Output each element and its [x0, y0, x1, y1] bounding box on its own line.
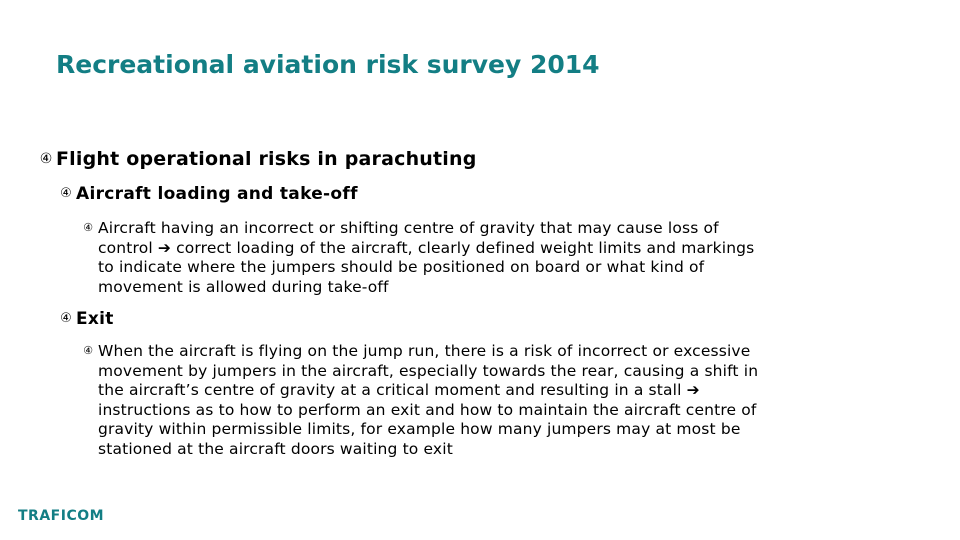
section-heading: Flight operational risks in parachuting: [56, 148, 477, 170]
arrow-right-icon: ➔: [686, 381, 700, 400]
detail-risk-text: Aircraft having an incorrect or shifting centre of gravity that may cause loss of control: [98, 219, 719, 257]
subsection-bullet-loading: [56, 184, 358, 204]
detail-bullet-loading: [78, 219, 768, 297]
detail-bullet-exit: [78, 342, 768, 460]
subsection-heading: Exit: [76, 309, 114, 329]
bullet-icon: ④: [83, 221, 93, 234]
detail-text: [98, 219, 768, 297]
bullet-icon: ④: [39, 151, 53, 167]
bullet-icon: ④: [60, 311, 72, 326]
detail-text: [98, 342, 768, 460]
subsection-bullet-exit: [56, 309, 114, 329]
detail-mitigation-text: instructions as to how to perform an exit and how to maintain the aircraft centre of gravity within permissible limits, for example how many jumpers may at most be stationed at the aircraft doors waiting to exit: [98, 400, 757, 458]
bullet-icon: ④: [83, 344, 93, 357]
detail-risk-text: When the aircraft is flying on the jump run, there is a risk of incorrect or excessive movement by jumpers in the aircraft, especially towards the rear, causing a shift in the aircraft’s centre of gravity at a critical moment and resulting in a stall: [98, 342, 759, 400]
slide-title: Recreational aviation risk survey 2014: [56, 50, 600, 79]
detail-mitigation-text: correct loading of the aircraft, clearly defined weight limits and markings to indicate where the jumpers should be positioned on board or what kind of movement is allowed during take-off: [98, 238, 755, 296]
section-bullet-flight-risks: [36, 148, 477, 170]
subsection-heading: Aircraft loading and take-off: [76, 184, 358, 204]
bullet-icon: ④: [60, 186, 72, 201]
traficom-logo: TRAFICOM: [18, 508, 105, 524]
arrow-right-icon: ➔: [157, 238, 171, 257]
